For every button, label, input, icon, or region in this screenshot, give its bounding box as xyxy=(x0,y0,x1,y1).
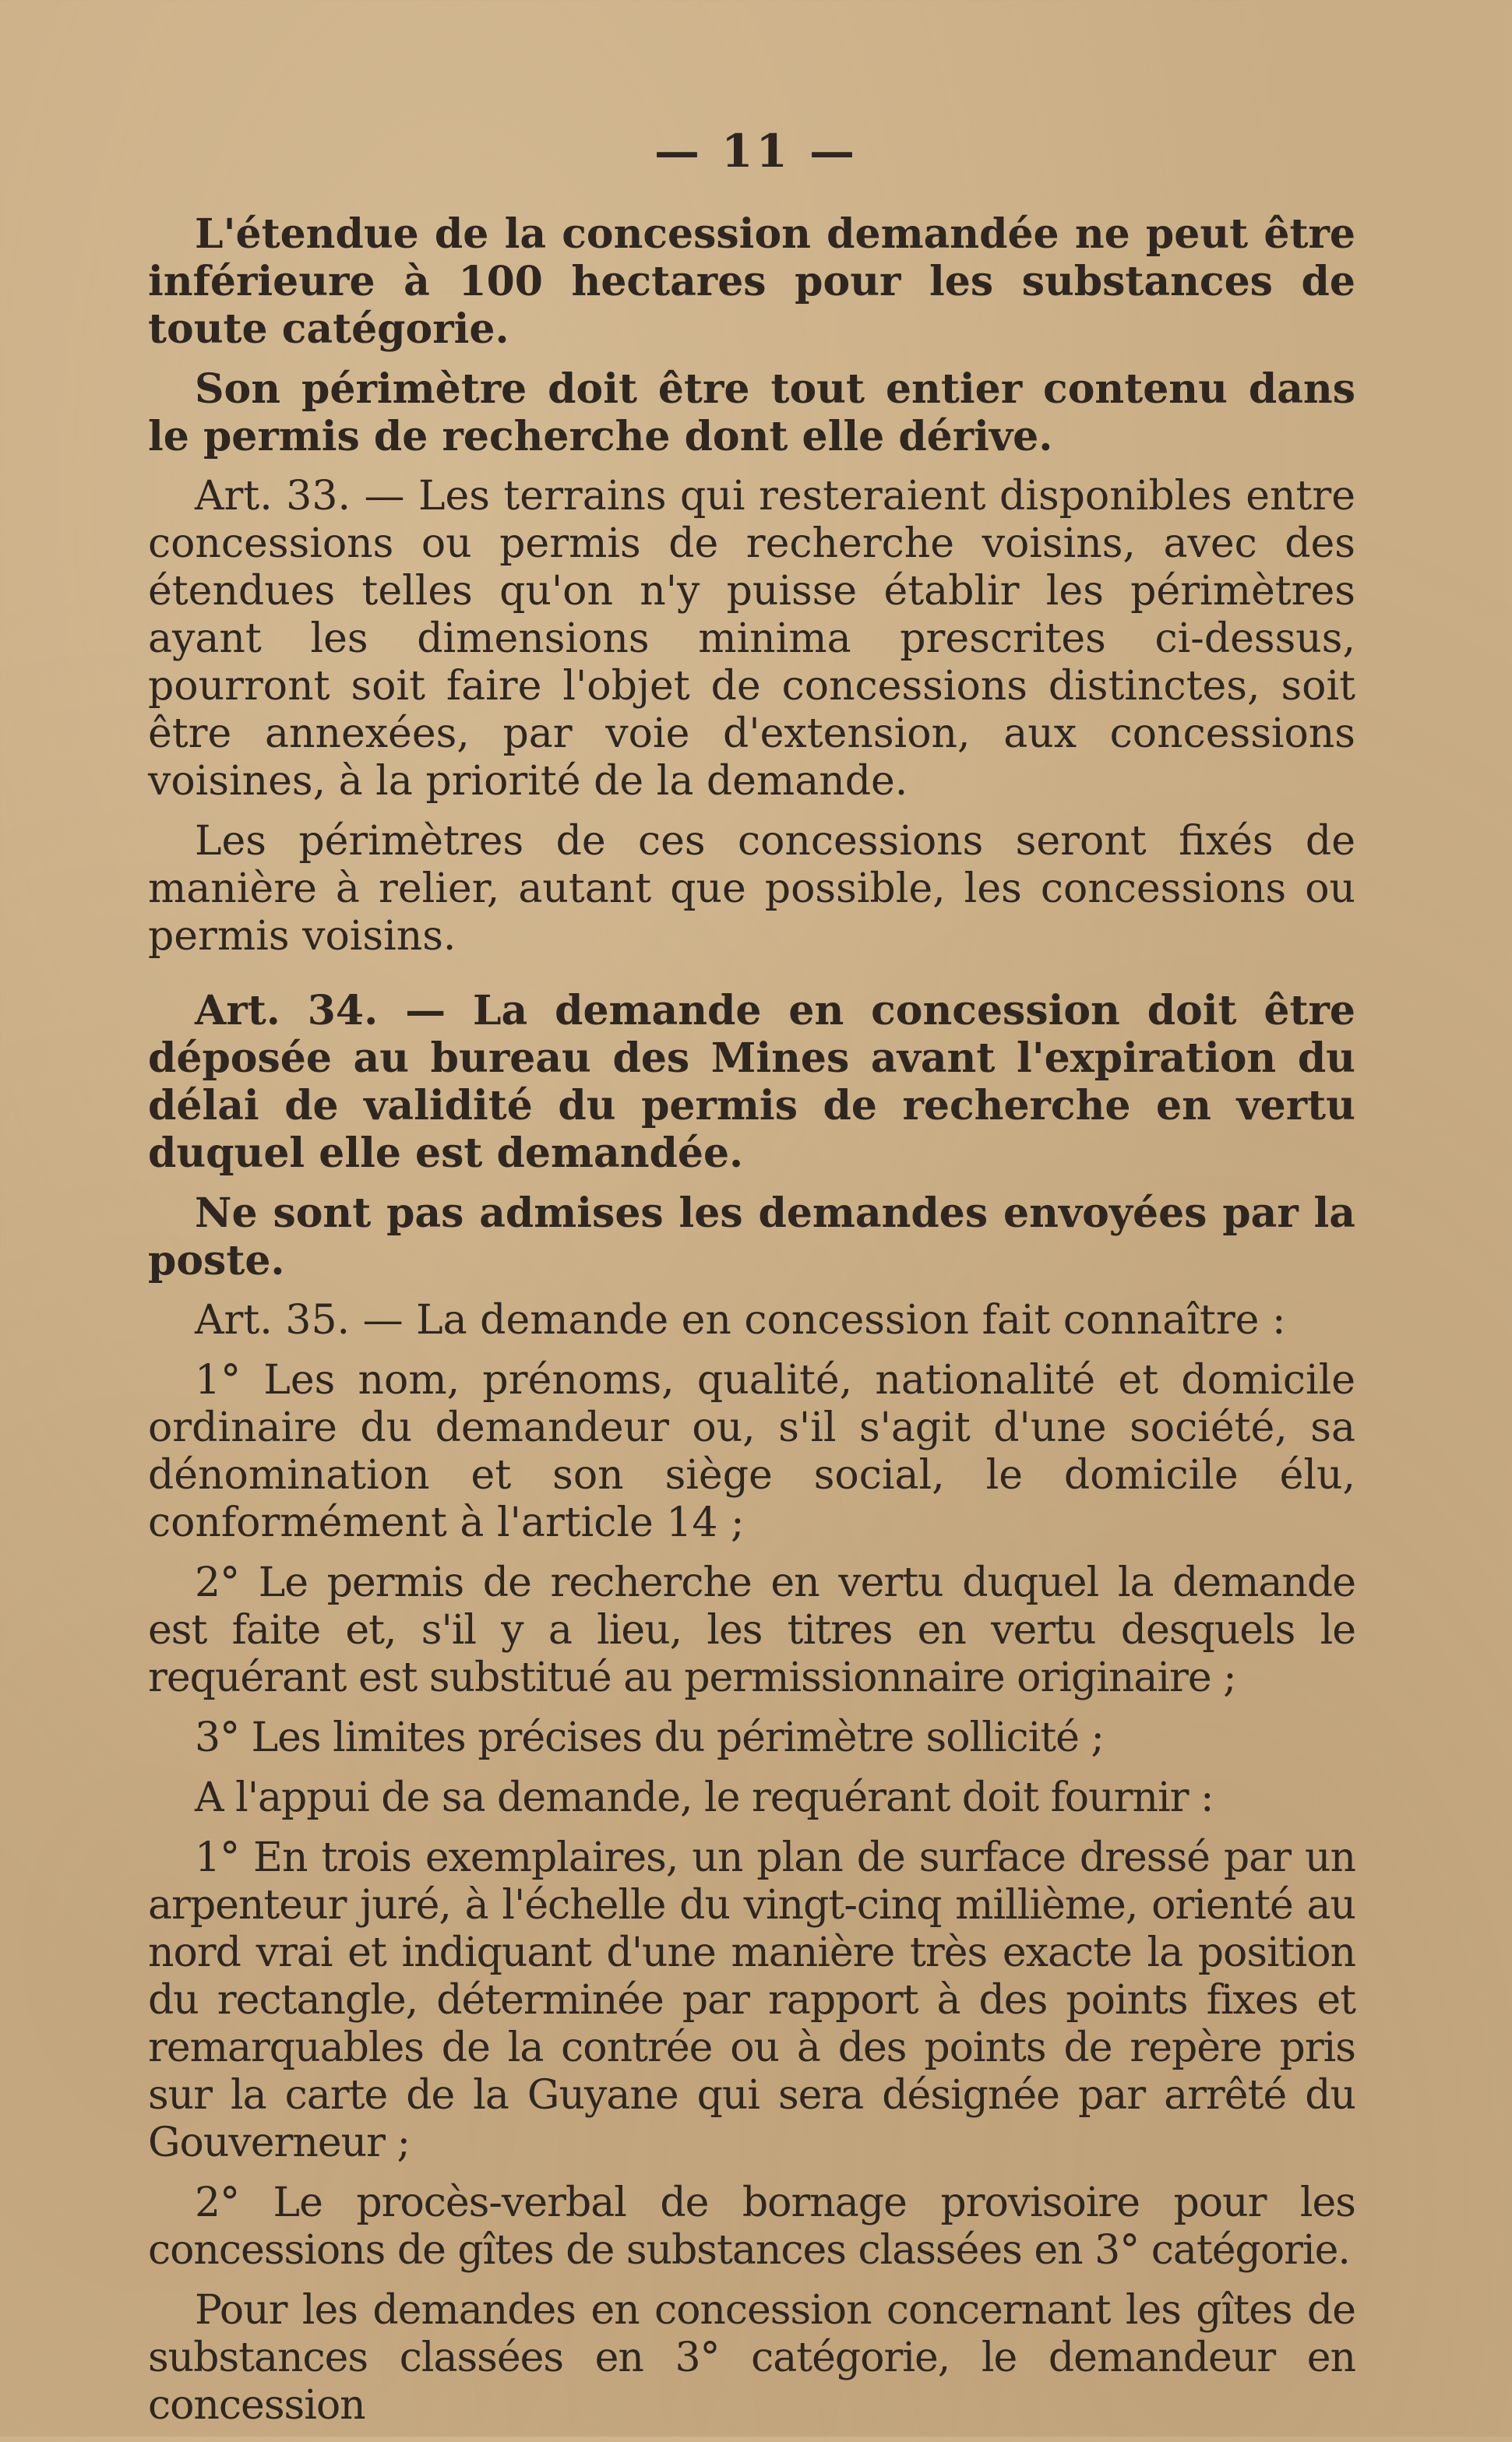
paragraph-support-item-1: 1° En trois exemplaires, un plan de surface dressé par un arpenteur juré, à l'échelle du vingt-cinq millième, orienté au nord vrai et indiquant d'une manière très exacte la position du rectangle, déterminée par rapport à des points fixes et remarquables de la contrée ou à des points de repère pris sur la carte de la Guyane qui sera désignée par arrêté du Gouverneur ; xyxy=(148,1834,1355,2166)
paragraph-art-33-perimeters: Les périmètres de ces concessions seront fixés de manière à relier, autant que possible, les concessions ou permis voisins. xyxy=(148,818,1355,960)
paragraph-item-2: 2° Le permis de recherche en vertu duquel la demande est faite et, s'il y a lieu, les titres en vertu desquels le requérant est substitué au permissionnaire originaire ; xyxy=(148,1559,1355,1701)
paragraph-art-35: Art. 35. — La demande en concession fait connaître : xyxy=(195,1297,1286,1344)
text-body xyxy=(148,210,1355,2442)
paragraph-item-3: 3° Les limites précises du périmètre sollicité ; xyxy=(195,1714,1104,1761)
paragraph-art-34: Art. 34. — La demande en concession doit être déposée au bureau des Mines avant l'expiration du délai de validité du permis de recherche en vertu duquel elle est demandée. xyxy=(148,987,1355,1177)
paragraph-art-33: Art. 33. — Les terrains qui resteraient disponibles entre concessions ou permis de recherche voisins, avec des étendues telles qu'on n'y puisse établir les périmètres ayant les dimensions minima prescrites ci-dessus, pourront soit faire l'objet de concessions distinctes, soit être annexées, par voie d'extension, aux concessions voisines, à la priorité de la demande. xyxy=(148,473,1355,805)
paragraph-art-34-post: Ne sont pas admises les demandes envoyées par la poste. xyxy=(148,1189,1355,1284)
paragraph-support: A l'appui de sa demande, le requérant doit fournir : xyxy=(195,1774,1214,1821)
paragraph-third-category: Pour les demandes en concession concernant les gîtes de substances classées en 3° catégorie, le demandeur en concession xyxy=(148,2287,1355,2429)
paragraph-perimeter: Son périmètre doit être tout entier contenu dans le permis de recherche dont elle dérive. xyxy=(148,365,1355,460)
paragraph-support-item-2: 2° Le procès-verbal de bornage provisoire pour les concessions de gîtes de substances classées en 3° catégorie. xyxy=(148,2179,1355,2274)
page-number: — 11 — xyxy=(654,125,858,178)
paragraph-extent: L'étendue de la concession demandée ne peut être inférieure à 100 hectares pour les substances de toute catégorie. xyxy=(148,210,1355,353)
paragraph-item-1: 1° Les nom, prénoms, qualité, nationalité et domicile ordinaire du demandeur ou, s'il s'agit d'une société, sa dénomination et son siège social, le domicile élu, conformément à l'article 14 ; xyxy=(148,1357,1355,1546)
spacer xyxy=(148,973,1355,987)
